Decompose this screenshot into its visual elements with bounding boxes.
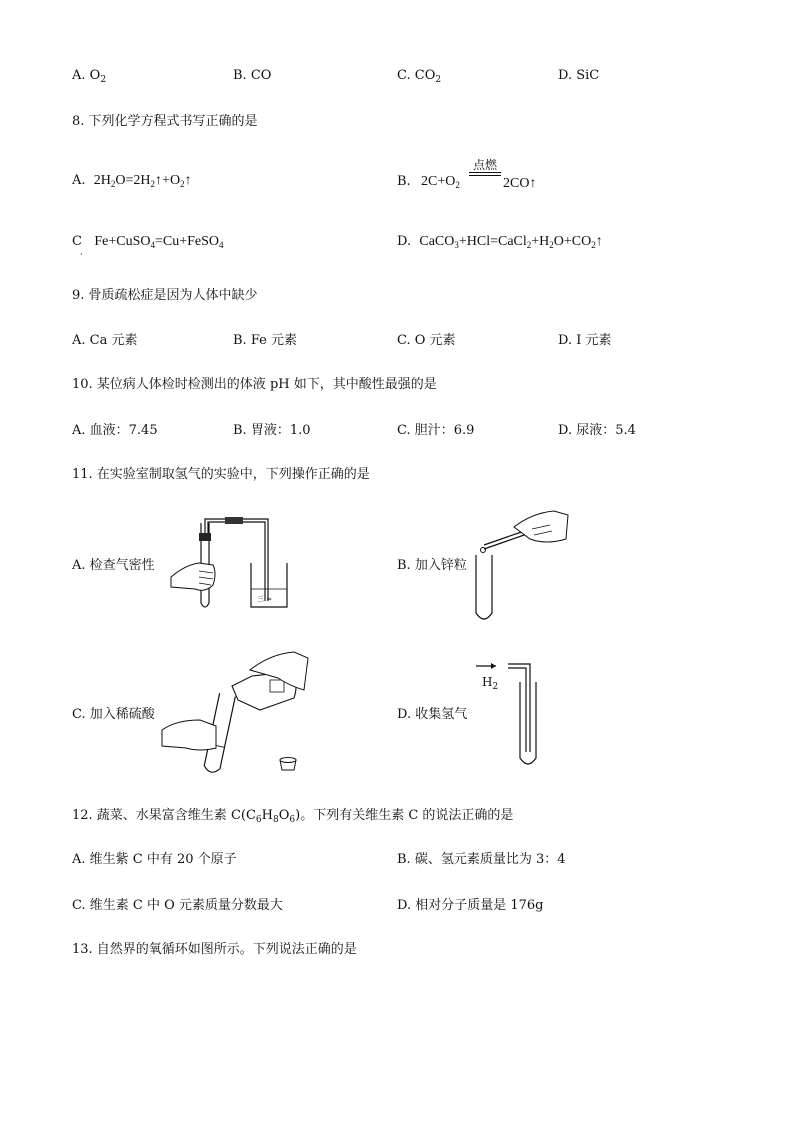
q11-option-c-label: C. 加入稀硫酸 xyxy=(72,707,155,722)
q11-option-b-label: B. 加入锌粒 xyxy=(397,558,467,573)
q8-option-c: C Fe+CuSO$_4$=Cu+FeSO$_4$ xyxy=(72,234,224,250)
q12-option-a: A. 维生紫 C 中有 20 个原子 xyxy=(72,852,237,867)
q10-stem: 10. 某位病人体检时检测出的体液 pH 如下，其中酸性最强的是 xyxy=(72,377,437,392)
q11-stem: 11. 在实验室制取氢气的实验中，下列操作正确的是 xyxy=(72,467,370,482)
q10-option-c: C. 胆汁：6.9 xyxy=(397,423,475,438)
q8-stem: 8. 下列化学方程式书写正确的是 xyxy=(72,114,258,129)
q9-option-a: A. Ca 元素 xyxy=(72,333,138,348)
q7-option-d: D. SiC xyxy=(558,68,600,83)
q7-option-c: C. $CO_2$ xyxy=(397,68,442,85)
q12-option-b: B. 碳、氢元素质量比为 3：4 xyxy=(397,852,566,867)
q9-stem: 9. 骨质疏松症是因为人体中缺少 xyxy=(72,288,258,303)
add-sulfuric-acid-figure xyxy=(160,650,310,780)
q11-option-a-label: A. 检查气密性 xyxy=(72,558,155,573)
q8-option-a: A. $2H_2O=2H_2↑+O_2↑$ xyxy=(72,173,192,189)
q9-option-d: D. I 元素 xyxy=(558,333,612,348)
add-zinc-figure xyxy=(470,505,570,625)
q12-stem: 12. 蔬菜、水果富含维生素 $C(C_6H_8O_6)$。下列有关维生素 C 的说法正确的是 xyxy=(72,808,514,825)
q10-option-a: A. 血液：7.45 xyxy=(72,423,158,438)
q12-option-c: C. 维生素 C 中 O 元素质量分数最大 xyxy=(72,898,283,913)
q7-option-b: B. CO xyxy=(233,68,272,83)
stray-dot: · xyxy=(80,250,83,260)
q12-option-d: D. 相对分子质量是 176g xyxy=(397,898,544,913)
q9-option-b: B. Fe 元素 xyxy=(233,333,297,348)
q11-option-d-label: D. 收集氢气 xyxy=(397,707,468,722)
q7-option-a: A. $O_2$ xyxy=(72,68,107,85)
hydrogen-gas-label: $H_2$ xyxy=(482,675,499,692)
airtightness-check-figure xyxy=(165,515,295,615)
q10-option-b: B. 胃液：1.0 xyxy=(233,423,311,438)
svg-text:三 ≈: 三 ≈ xyxy=(257,595,273,603)
q13-stem: 13. 自然界的氧循环如图所示。下列说法正确的是 xyxy=(72,942,357,957)
q9-option-c: C. O 元素 xyxy=(397,333,456,348)
q8-option-d: D. $CaCO_3+HCl=CaCl_2+H_2O+CO_2↑$ xyxy=(397,234,603,250)
q10-option-d: D. 尿液：5.4 xyxy=(558,423,636,438)
